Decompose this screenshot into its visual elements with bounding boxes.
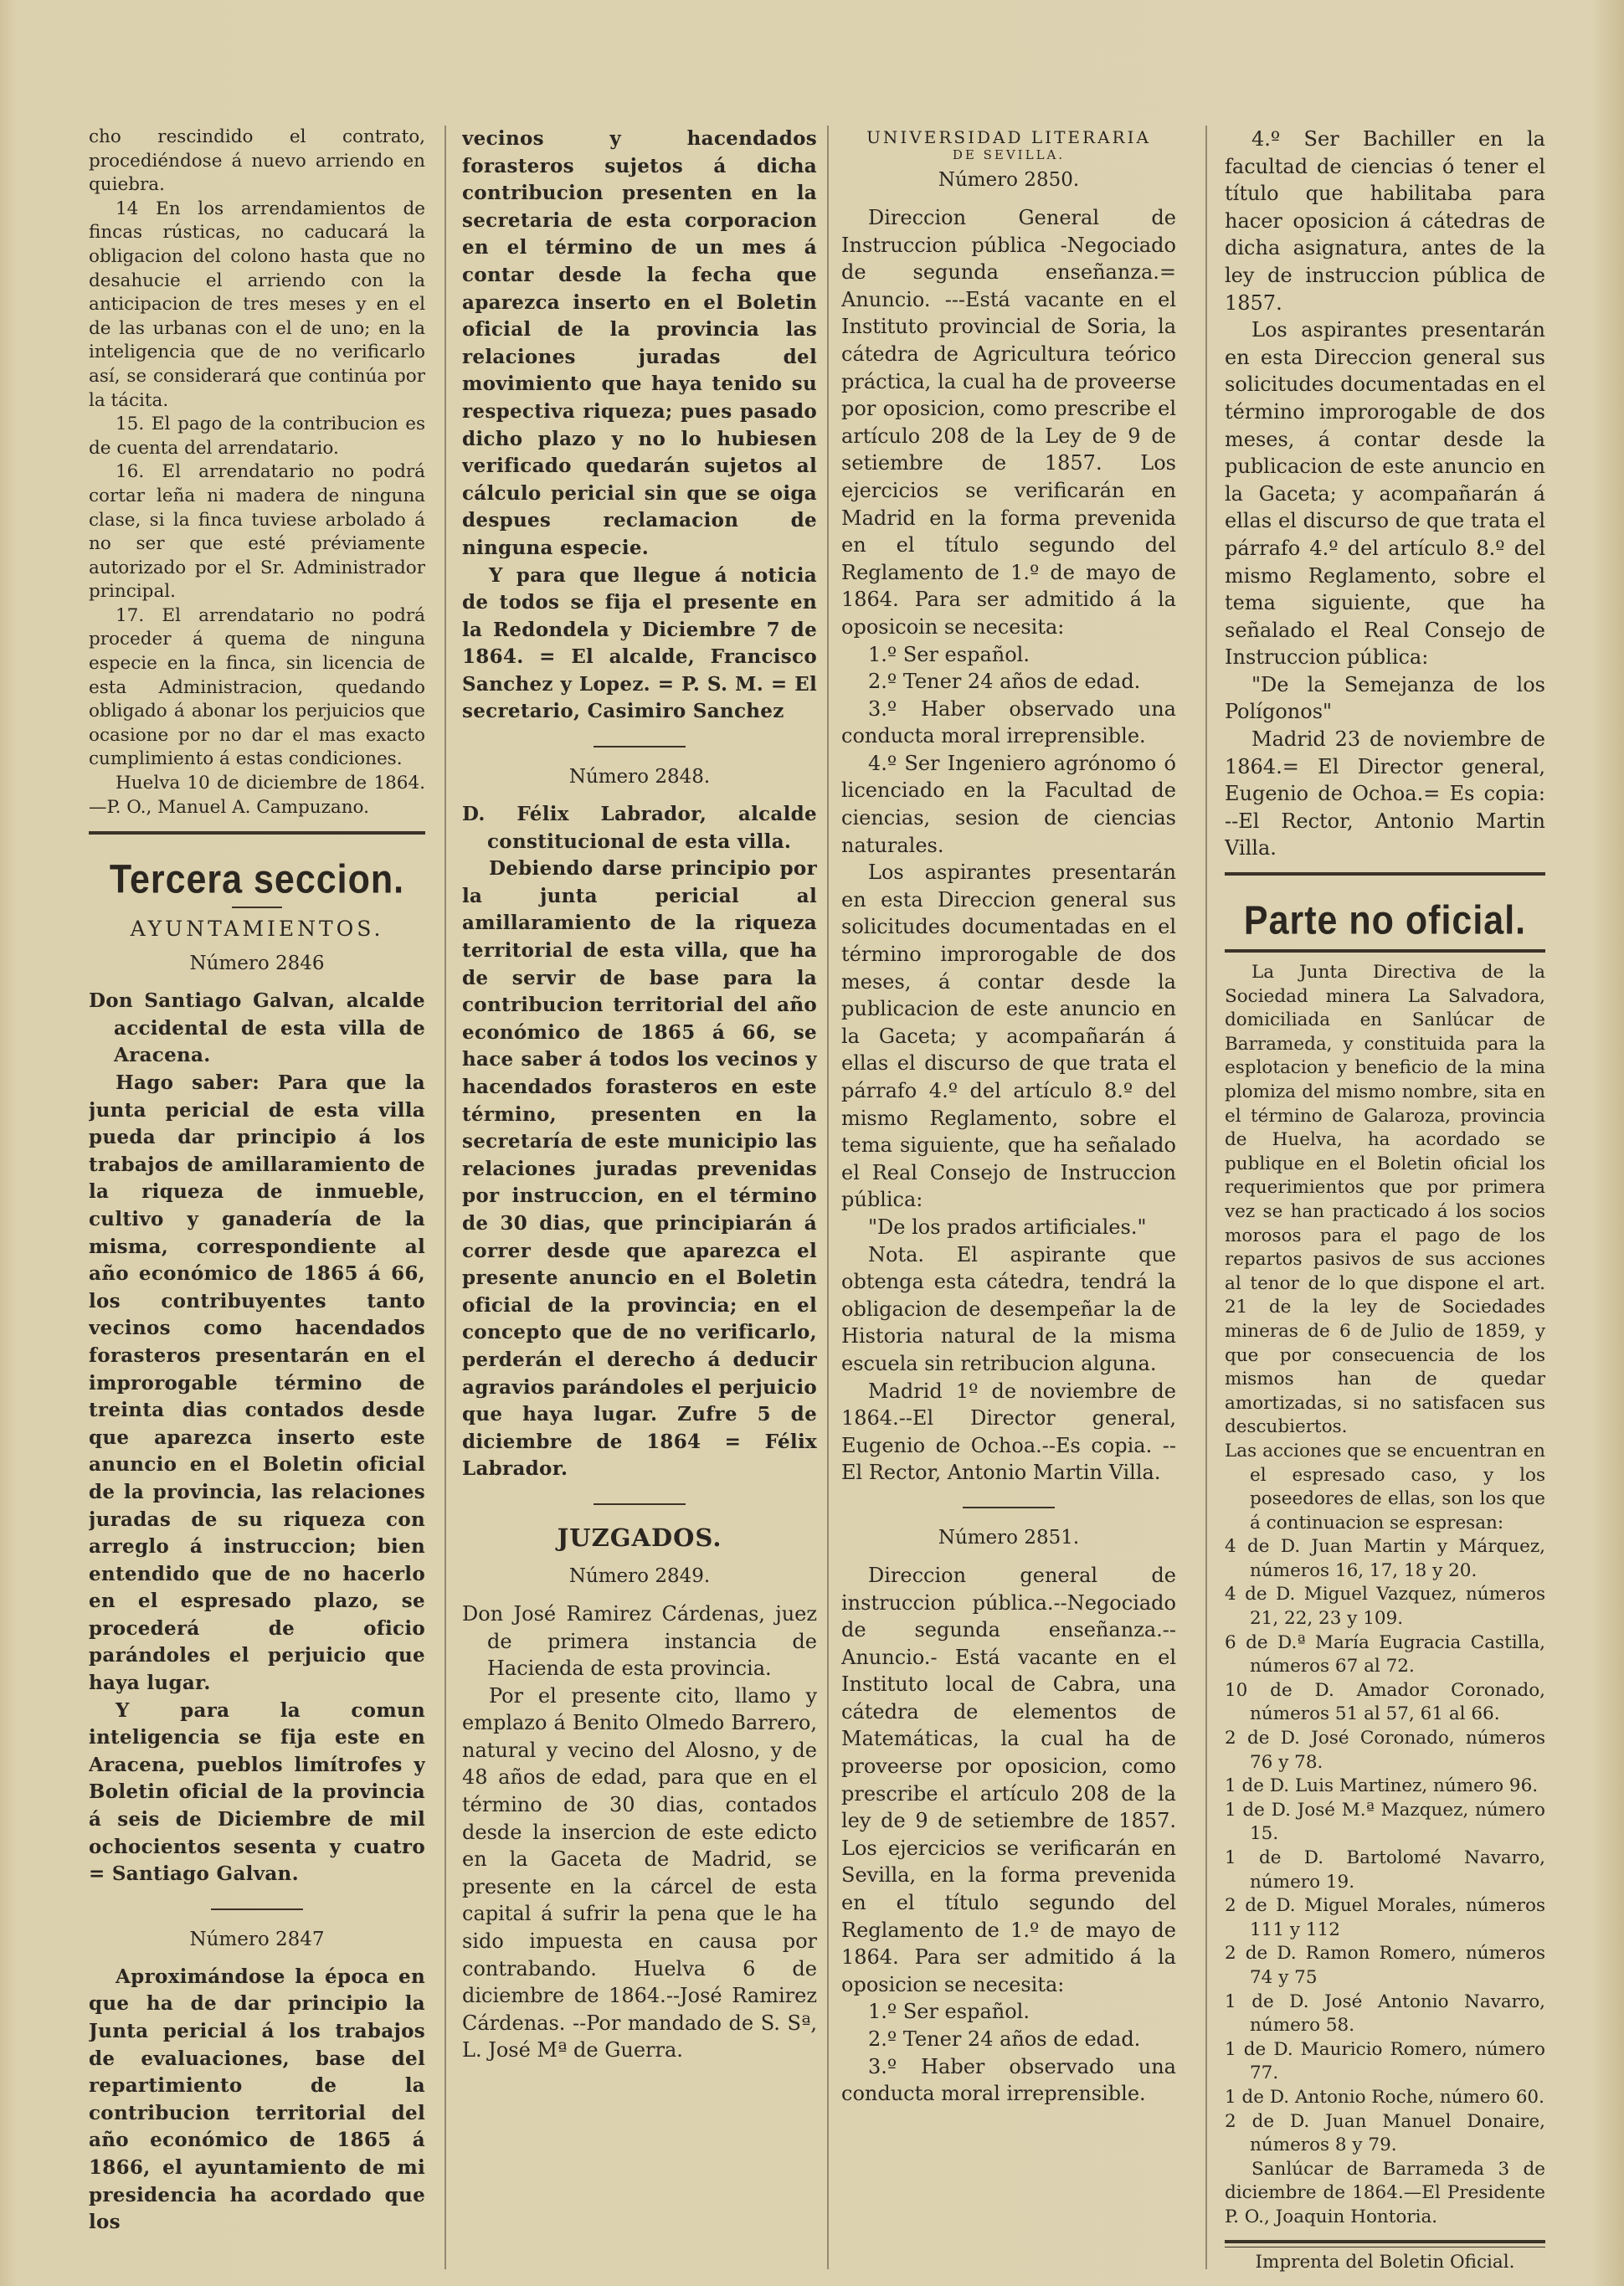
- divider: [211, 1908, 303, 1910]
- notice-number: Número 2849.: [568, 1564, 711, 1587]
- column-3: [841, 126, 1176, 2108]
- divider: [594, 1503, 686, 1505]
- list-item: 1 de D. José M.ª Mazquez, número 15.: [1225, 1799, 1545, 1845]
- column-1: [89, 126, 425, 2237]
- paragraph: La Junta Directiva de la Sociedad minera La Salvadora, domiciliada en Sanlúcar de Barrameda, y constituida para la esplotacion y beneficio de la mina plomiza del mismo nombre, sita en el término de Galaroza, provincia de Huelva, ha acordado se publique en el Boletin oficial los requerimientos que por primera vez se han practicado á los socios morosos para el pago de los repartos pasivos de sus acciones al tenor de lo que dispone el art. 21 de la ley de Sociedades mineras de 6 de Julio de 1859, y que por consecuencia de los mismos han de quedar amortizadas, si no satisfacen sus descubiertos.: [1225, 962, 1545, 1438]
- paragraph: 15. El pago de la contribucion es de cuenta del arrendatario.: [89, 414, 425, 459]
- divider: [89, 831, 425, 835]
- paragraph: Y para que llegue á noticia de todos se fija el presente en la Redondela y Diciembre 7 de 1864. = El alcalde, Francisco Sanchez y Lopez. = P. S. M. = El secretario, Casimiro Sanchez: [462, 563, 817, 723]
- notice-heading: Don Santiago Galvan, alcalde accidental de esta villa de Aracena.: [89, 989, 425, 1067]
- requirement: 3.º Haber observado una conducta moral irreprensible.: [841, 696, 1176, 748]
- paragraph: Los aspirantes presentarán en esta Direccion general sus solicitudes documentadas en el término improrogable de dos meses, á contar desde la publicacion de este anuncio en la Gaceta; y acompañarán á ellas el discurso de que trata el párrafo 4.º del artículo 8.º del mismo Reglamento, sobre el tema siguiente, que ha señalado el Real Consejo de Instruccion pública:: [1225, 318, 1545, 670]
- paragraph: Las acciones que se encuentran en el espresado caso, y los poseedores de ellas, son los que á continuacion se espresan:: [1225, 1440, 1545, 1533]
- subsection-title: AYUNTAMIENTOS.: [130, 917, 384, 942]
- paragraph: Hago saber: Para que la junta pericial de esta villa pueda dar principio á los trabajos de amillaramiento de la riqueza de inmueble, cultivo y ganadería de la misma, correspondiente al año económico de 1865 á 66, los contribuyentes tanto vecinos como hacendados forasteros presentarán en el improrogable término de treinta dias contados desde que aparezca inserto este anuncio en el Boletin oficial de la provincia, las relaciones juradas de su riqueza con arreglo á instruccion; bien entendido que de no hacerlo en el espresado plazo, se procederá de oficio parándoles el perjuicio que haya lugar.: [89, 1071, 425, 1695]
- signature: Madrid 23 de noviembre de 1864.= El Director general, Eugenio de Ochoa.= Es copia: --El Rector, Antonio Martin Villa.: [1225, 727, 1545, 860]
- notice-number: Número 2848.: [568, 766, 711, 789]
- notice-number: Número 2847: [189, 1928, 325, 1950]
- university-subheader: DE SEVILLA.: [952, 147, 1066, 162]
- requirement: 3.º Haber observado una conducta moral irreprensible.: [841, 2054, 1176, 2106]
- section-title: Parte no oficial.: [1243, 898, 1527, 943]
- requirement: 1.º Ser español.: [868, 642, 1030, 666]
- column-rule: [1205, 126, 1207, 2269]
- signature: Huelva 10 de diciembre de 1864. —P. O., Manuel A. Campuzano.: [89, 773, 425, 818]
- notice-number: Número 2846: [189, 953, 325, 975]
- paragraph: "De la Semejanza de los Polígonos": [1225, 672, 1545, 724]
- list-item: 1 de D. José Antonio Navarro, número 58.: [1225, 1991, 1545, 2037]
- paragraph: Direccion General de Instruccion pública -Negociado de segunda enseñanza.= Anuncio. ---Está vacante en el Instituto provincial de Soria, la cátedra de Agricultura teórico práctica, la cual ha de proveerse por oposicion, como prescribe el artículo 208 de la Ley de 9 de setiembre de 1857. Los ejercicios se verificarán en Madrid en la forma prevenida en el título segundo del Reglamento de 1.º de mayo de 1864. Para ser admitido á la oposicoin se necesita:: [841, 206, 1176, 639]
- list-item: 1 de D. Bartolomé Navarro, número 19.: [1225, 1847, 1545, 1893]
- paragraph: 14 En los arrendamientos de fincas rústicas, no caducará la obligacion del colono hasta que no desahucie el arriendo con la anticipacion de tres meses y en el de las urbanas con el de uno; en la inteligencia que de no verificarlo así, se considerará que continúa por la tácita.: [89, 198, 425, 411]
- paragraph: Aproximándose la época en que ha de dar principio la Junta pericial á los trabajos de evaluaciones, base del repartimiento de la contribucion territorial del año económico de 1865 á 1866, el ayuntamiento de mi presidencia ha acordado que los: [89, 1965, 425, 2234]
- requirement: 4.º Ser Ingeniero agrónomo ó licenciado en la Facultad de ciencias, sesion de ciencias naturales.: [841, 751, 1176, 857]
- list-item: 2 de D. Juan Manuel Donaire, números 8 y 79.: [1225, 2110, 1545, 2156]
- list-item: 1 de D. Antonio Roche, número 60.: [1225, 2086, 1544, 2108]
- list-item: 6 de D.ª María Eugracia Castilla, números 67 al 72.: [1225, 1631, 1545, 1677]
- paragraph: Y para la comun inteligencia se fija este en Aracena, pueblos limítrofes y Boletin oficial de la provincia á seis de Diciembre de mil ochocientos sesenta y cuatro = Santiago Galvan.: [89, 1698, 425, 1886]
- requirement: 2.º Tener 24 años de edad.: [868, 2027, 1141, 2051]
- paragraph: Debiendo darse principio por la junta pericial al amillaramiento de la riqueza territorial de esta villa, que ha de servir de base para la contribucion territorial del año económico de 1865 á 66, se hace saber á todos los vecinos y hacendados forasteros en este término, presenten en la secretaría de este municipio las relaciones juradas prevenidas por instruccion, en el término de 30 dias, que principiarán á correr desde que aparezca el presente anuncio en el Boletin oficial de la provincia; en el concepto que de no verificarlo, perderán el derecho á deducir agravios parándoles el perjuicio que haya lugar. Zufre 5 de diciembre de 1864 = Félix Labrador.: [462, 857, 817, 1481]
- section-title: Tercera seccion.: [109, 857, 405, 903]
- notice-heading: Don José Ramirez Cárdenas, juez de primera instancia de Hacienda de esta provincia.: [462, 1601, 817, 1681]
- divider: [1225, 2240, 1545, 2243]
- requirement: 1.º Ser español.: [868, 2000, 1030, 2024]
- column-rule: [827, 126, 829, 2269]
- list-item: 1 de D. Mauricio Romero, número 77.: [1225, 2038, 1545, 2084]
- subsection-title: JUZGADOS.: [557, 1523, 722, 1552]
- column-2: [462, 126, 817, 2064]
- list-item: 10 de D. Amador Coronado, números 51 al 57, 61 al 66.: [1225, 1679, 1545, 1725]
- signature: Sanlúcar de Barrameda 3 de diciembre de 1864.—El Presidente P. O., Joaquin Hontoria.: [1225, 2158, 1545, 2227]
- notice-number: Número 2850.: [938, 169, 1080, 191]
- requirement: 4.º Ser Bachiller en la facultad de ciencias ó tener el título que habilitaba para hacer oposicion á cátedras de dicha asignatura, antes de la ley de instruccion pública de 1857.: [1225, 127, 1545, 315]
- signature: Madrid 1º de noviembre de 1864.--El Director general, Eugenio de Ochoa.--Es copia. --El Rector, Antonio Martin Villa.: [841, 1379, 1176, 1485]
- paragraph: "De los prados artificiales.": [868, 1215, 1147, 1239]
- paragraph: vecinos y hacendados forasteros sujetos á dicha contribucion presenten en la secretaria de esta corporacion en el término de un mes á contar desde la fecha que aparezca inserto en el Boletin oficial de la provincia las relaciones juradas del movimiento que haya tenido su respectiva riqueza; pues pasado dicho plazo y no lo hubiesen verificado quedarán sujetos al cálculo pericial sin que se oiga despues reclamacion de ninguna especie.: [462, 127, 817, 559]
- requirement: 2.º Tener 24 años de edad.: [868, 670, 1141, 694]
- column-rule: [445, 126, 446, 2269]
- paragraph: 16. El arrendatario no podrá cortar leña ni madera de ninguna clase, si la finca tuviese arbolado á no ser que esté préviamente autorizado por el Sr. Administrador principal.: [89, 461, 425, 603]
- list-item: 2 de D. Miguel Morales, números 111 y 112: [1225, 1895, 1545, 1940]
- university-header: UNIVERSIDAD LITERARIA: [866, 127, 1151, 147]
- paragraph: Nota. El aspirante que obtenga esta cátedra, tendrá la obligacion de desempeñar la de Historia natural de la misma escuela sin retribucion alguna.: [841, 1242, 1176, 1375]
- divider: [963, 1507, 1055, 1508]
- list-item: 2 de D. José Coronado, números 76 y 78.: [1225, 1728, 1545, 1773]
- divider: [232, 907, 282, 908]
- list-item: 4 de D. Miguel Vazquez, números 21, 22, 23 y 109.: [1225, 1584, 1545, 1630]
- divider: [1225, 949, 1545, 953]
- column-4: [1225, 126, 1545, 2274]
- imprint: Imprenta del Boletin Oficial.: [1255, 2251, 1515, 2273]
- paragraph: 17. El arrendatario no podrá proceder á quema de ninguna especie en la finca, sin licencia de esta Administracion, quedando obligado á abonar los perjuicios que ocasione por no dar el mas exacto cumplimiento á estas condiciones.: [89, 604, 425, 770]
- notice-number: Número 2851.: [938, 1526, 1080, 1549]
- divider: [594, 746, 686, 747]
- divider: [1225, 872, 1545, 876]
- notice-heading: D. Félix Labrador, alcalde constitucional de esta villa.: [462, 803, 817, 853]
- list-item: 4 de D. Juan Martin y Márquez, números 16, 17, 18 y 20.: [1225, 1536, 1545, 1581]
- paragraph: Direccion general de instruccion pública.--Negociado de segunda enseñanza.--Anuncio.- Está vacante en el Instituto local de Cabra, una cátedra de elementos de Matemáticas, la cual ha de proveerse por oposicion, como prescribe el artículo 208 de la ley de 9 de setiembre de 1857. Los ejercicios se verificarán en Sevilla, en la forma prevenida en el título segundo del Reglamento de 1.º de mayo de 1864. Para ser admitido á la oposicion se necesita:: [841, 1563, 1176, 1996]
- paragraph: Por el presente cito, llamo y emplazo á Benito Olmedo Barrero, natural y vecino del Alosno, y de 48 años de edad, para que en el término de 30 dias, contados desde la insercion de este edicto en la Gaceta de Madrid, se presente en la cárcel de esta capital á sufrir la pena que le ha sido impuesta en causa por contrabando. Huelva 6 de diciembre de 1864.--José Ramirez Cárdenas. --Por mandado de S. Sª, L. José Mª de Guerra.: [462, 1683, 817, 2063]
- paragraph: cho rescindido el contrato, procediéndose á nuevo arriendo en quiebra.: [89, 126, 425, 196]
- paragraph: Los aspirantes presentarán en esta Direccion general sus solicitudes documentadas en el término improrogable de dos meses, á contar desde la publicacion de este anuncio en la Gaceta; y acompañarán á ellas el discurso de que trata el párrafo 4.º del artículo 8.º del mismo Reglamento, sobre el tema siguiente, que ha señalado el Real Consejo de Instruccion pública:: [841, 860, 1176, 1212]
- list-item: 1 de D. Luis Martinez, número 96.: [1225, 1775, 1539, 1797]
- list-item: 2 de D. Ramon Romero, números 74 y 75: [1225, 1943, 1545, 1988]
